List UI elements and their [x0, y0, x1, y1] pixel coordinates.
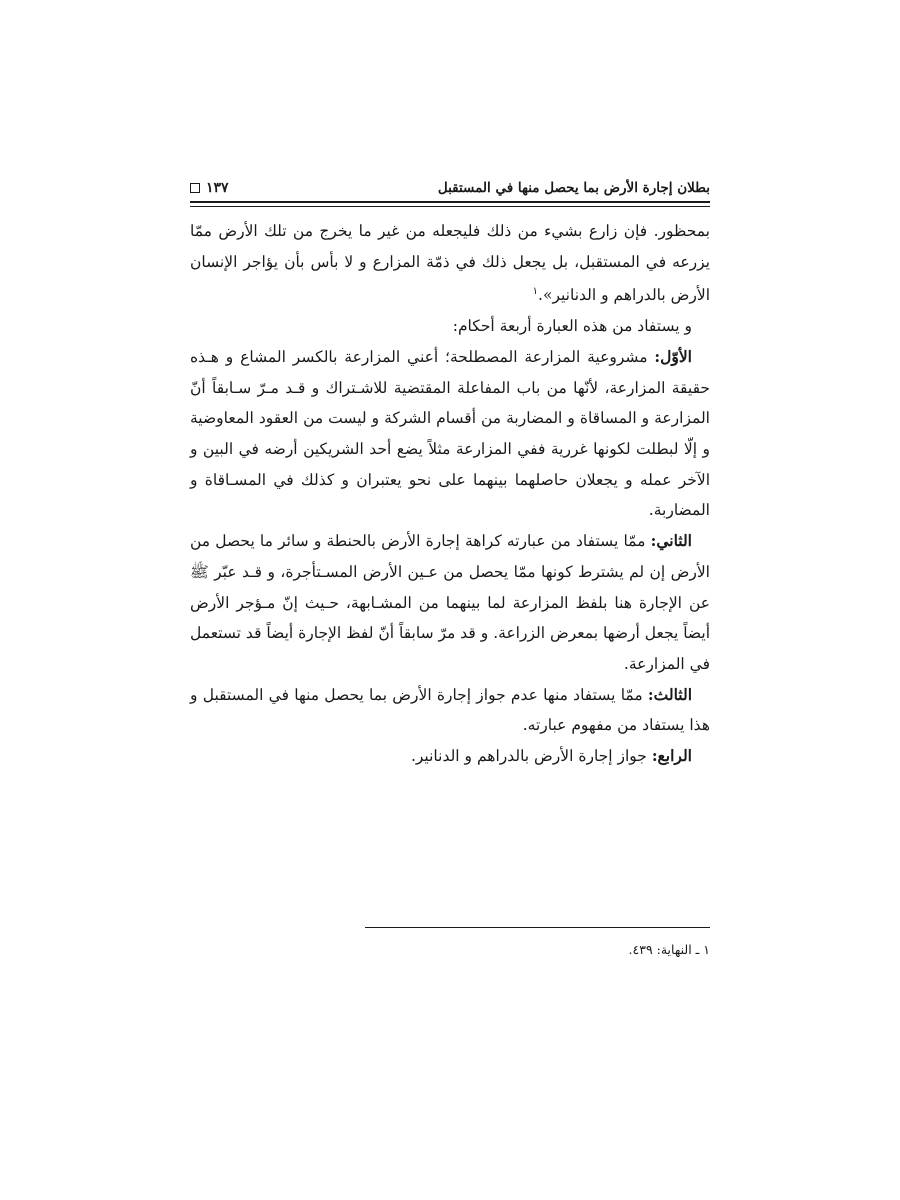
paragraph-intro — [190, 311, 710, 342]
document-page — [190, 172, 710, 992]
paragraph-text: بمحظور. فإن زارع بشيء من ذلك فليجعله من غير ما يخرج من تلك الأرض ممّا يزرعه في المستقبل، بل يجعل ذلك في ذمّة المزارع و لا بأس بأن يؤاجر الإنسان الأرض بالدراهم و الدنانير». — [190, 222, 710, 305]
page-number: ١٣٧ — [206, 180, 229, 196]
footnote-reference[interactable]: ١ — [532, 286, 539, 298]
paragraph-text: و يستفاد من هذه العبارة أربعة أحكام: — [452, 317, 692, 336]
paragraph-text: مشروعية المزارعة المصطلحة؛ أعني المزارعة بالكسر المشاع و هـذه حقيقة المزارعة، لأنّها من باب المفاعلة المقتضية للاشـتراك و قـد مـرّ سـابقاً أنّ المزارعة و المساقاة و المضاربة من أقسام الشركة و ليست من العقود المعاوضية و إلّا لبطلت لكونها غررية ففي المزارعة مثلاً يضع أحد الشريكين أرضه في البين و الآخر عمله و يجعلان حاصلهما بينهما على نحو يعتبران و كذلك في المسـاقاة و المضاربة. — [190, 347, 710, 520]
paragraph-text: ممّا يستفاد من عبارته كراهة إجارة الأرض بالحنطة و سائر ما يحصل من الأرض إن لم يشترط كونها ممّا يحصل من عـين الأرض المسـتأجرة، و قـد عبّر ﷺ عن الإجارة هنا بلفظ المزارعة لما بينهما من المشـابهة، حـيث إنّ مـؤجر الأرض أيضاً يجعل أرضها بمعرض الزراعة. و قد مرّ سابقاً أنّ لفظ الإجارة أيضاً قد تستعمل في المزارعة. — [190, 532, 710, 673]
ruling-label: الثالث: — [647, 684, 692, 704]
header-double-rule — [190, 201, 710, 207]
page-number-group — [190, 180, 229, 196]
square-outline-icon — [190, 183, 200, 193]
paragraph-ruling-third — [190, 680, 710, 741]
body-text — [190, 216, 710, 772]
paragraph-quote-end — [190, 216, 710, 311]
footnote-1: ١ ـ النهاية: ٤٣٩. — [628, 942, 710, 957]
paragraph-text: ممّا يستفاد منها عدم جواز إجارة الأرض بما يحصل منها في المستقبل و هذا يستفاد من مفهوم عبارته. — [190, 685, 710, 735]
ruling-label: الأوّل: — [654, 346, 692, 366]
running-header — [190, 172, 710, 196]
ruling-label: الرابع: — [651, 746, 692, 766]
paragraph-ruling-first — [190, 342, 710, 526]
paragraph-ruling-fourth — [190, 741, 710, 772]
footnote-separator — [365, 927, 710, 928]
ruling-label: الثاني: — [650, 531, 692, 551]
paragraph-text: جواز إجارة الأرض بالدراهم و الدنانير. — [410, 747, 652, 766]
running-title: بطلان إجارة الأرض بما يحصل منها في المستقبل — [437, 180, 710, 196]
paragraph-ruling-second — [190, 526, 710, 680]
